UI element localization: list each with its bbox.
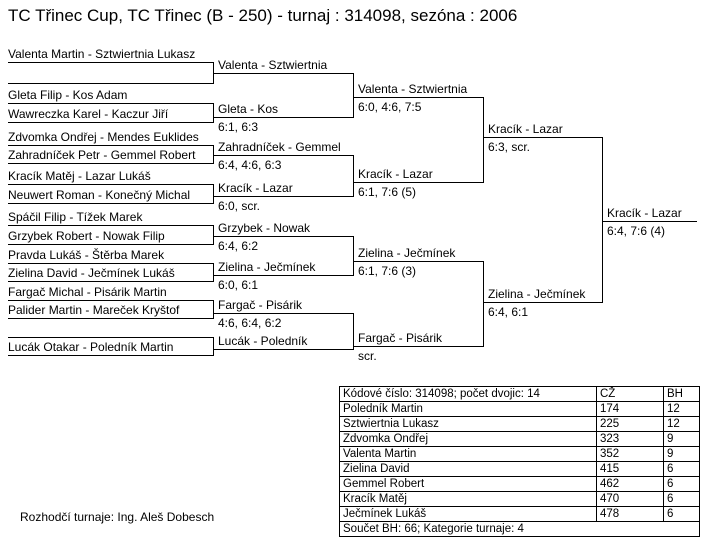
round1-team-label: Grzybek Robert - Nowak Filip bbox=[8, 229, 165, 243]
cz-points-cell: 415 bbox=[597, 462, 664, 477]
bracket-line bbox=[8, 163, 213, 164]
bracket-line bbox=[213, 236, 353, 237]
round1-team-label: Lucák Otakar - Poledník Martin bbox=[8, 340, 174, 354]
bracket-line bbox=[8, 83, 213, 84]
bracket-connector bbox=[213, 300, 214, 319]
player-name-cell: Ječmínek Lukáš bbox=[340, 507, 597, 522]
match-score: 4:6, 6:4, 6:2 bbox=[218, 316, 282, 330]
bracket-connector bbox=[353, 155, 354, 197]
bracket-connector bbox=[213, 184, 214, 204]
round2-team-label: Valenta - Sztwiertnia bbox=[218, 58, 328, 72]
referee-note: Rozhodčí turnaje: Ing. Aleš Dobesch bbox=[20, 510, 215, 524]
match-score: 6:0, scr. bbox=[218, 199, 261, 213]
bracket-line bbox=[8, 225, 213, 226]
cz-points-cell: 323 bbox=[597, 432, 664, 447]
bracket-connector bbox=[213, 263, 214, 282]
bracket-line bbox=[8, 355, 213, 356]
match-score: 6:0, 6:1 bbox=[218, 278, 259, 292]
match-score: 6:3, scr. bbox=[488, 140, 531, 154]
round3-team-label: Kracík - Lazar bbox=[358, 167, 433, 181]
round1-team-label: Palider Martin - Mareček Kryštof bbox=[8, 303, 180, 317]
table-row bbox=[340, 507, 700, 522]
bracket-line bbox=[353, 261, 483, 262]
bracket-connector bbox=[213, 103, 214, 123]
table-header-bh: BH bbox=[664, 387, 700, 402]
bracket-line bbox=[8, 244, 213, 245]
round1-team-label: Zielina David - Ječmínek Lukáš bbox=[8, 266, 175, 280]
round3-team-label: Valenta - Sztwiertnia bbox=[358, 82, 468, 96]
bracket-line bbox=[8, 263, 213, 264]
table-row bbox=[340, 432, 700, 447]
bracket-connector bbox=[483, 97, 484, 183]
champion-label: Kracík - Lazar bbox=[607, 206, 682, 220]
bh-points-cell: 6 bbox=[664, 477, 700, 492]
player-name-cell: Valenta Martin bbox=[340, 447, 597, 462]
bracket-line bbox=[353, 97, 483, 98]
round4-team-label: Kracík - Lazar bbox=[488, 122, 563, 136]
round1-team-label: Valenta Martin - Sztwiertnia Lukasz bbox=[8, 47, 196, 61]
round1-team-label: Neuwert Roman - Konečný Michal bbox=[8, 188, 191, 202]
bracket-line bbox=[8, 300, 213, 301]
table-row bbox=[340, 417, 700, 432]
match-score: 6:1, 6:3 bbox=[218, 120, 259, 134]
round1-team-label: Gleta Filip - Kos Adam bbox=[8, 88, 128, 102]
cz-points-cell: 462 bbox=[597, 477, 664, 492]
player-name-cell: Kracík Matěj bbox=[340, 492, 597, 507]
round2-team-label: Zahradníček - Gemmel bbox=[218, 140, 341, 154]
bracket-line bbox=[8, 318, 213, 319]
match-score: 6:4, 4:6, 6:3 bbox=[218, 158, 282, 172]
match-score: 6:0, 4:6, 7:5 bbox=[358, 100, 422, 114]
bracket-line bbox=[602, 221, 697, 222]
player-name-cell: Zdvomka Ondřej bbox=[340, 432, 597, 447]
table-row bbox=[340, 402, 700, 417]
match-score: 6:1, 7:6 (5) bbox=[358, 185, 417, 199]
bracket-line bbox=[483, 302, 602, 303]
round2-team-label: Kracík - Lazar bbox=[218, 181, 293, 195]
player-name-cell: Zielina David bbox=[340, 462, 597, 477]
table-header-info: Kódové číslo: 314098; počet dvojic: 14 bbox=[340, 387, 597, 402]
bracket-line bbox=[213, 155, 353, 156]
table-row bbox=[340, 492, 700, 507]
bracket-line bbox=[213, 275, 353, 276]
round1-team-label: Kracík Matěj - Lazar Lukáš bbox=[8, 169, 151, 183]
round1-team-label: Wawreczka Karel - Kaczur Jiří bbox=[8, 107, 169, 121]
round3-team-label: Zielina - Ječmínek bbox=[358, 246, 456, 260]
table-row bbox=[340, 477, 700, 492]
bracket-line bbox=[8, 337, 213, 338]
bracket-line bbox=[8, 145, 213, 146]
bracket-line bbox=[8, 203, 213, 204]
tournament-title: TC Třinec Cup, TC Třinec (B - 250) - turnaj : 314098, sezóna : 2006 bbox=[8, 6, 518, 25]
bracket-connector bbox=[213, 225, 214, 245]
player-name-cell: Poledník Martin bbox=[340, 402, 597, 417]
bracket-line bbox=[353, 182, 483, 183]
bracket-line bbox=[8, 103, 213, 104]
bh-points-cell: 12 bbox=[664, 402, 700, 417]
round2-team-label: Gleta - Kos bbox=[218, 102, 279, 116]
bracket-line bbox=[213, 73, 353, 74]
bracket-line bbox=[213, 349, 353, 350]
bracket-line bbox=[8, 184, 213, 185]
bracket-line bbox=[8, 62, 213, 63]
match-score: scr. bbox=[358, 349, 377, 363]
bracket-line bbox=[213, 117, 353, 118]
bh-points-cell: 9 bbox=[664, 432, 700, 447]
bracket-connector bbox=[353, 236, 354, 276]
bh-points-cell: 9 bbox=[664, 447, 700, 462]
bracket-line bbox=[483, 137, 602, 138]
cz-points-cell: 470 bbox=[597, 492, 664, 507]
ranking-table bbox=[339, 386, 700, 537]
bh-points-cell: 6 bbox=[664, 462, 700, 477]
player-name-cell: Gemmel Robert bbox=[340, 477, 597, 492]
bracket-connector bbox=[353, 313, 354, 350]
round1-team-label: Zdvomka Ondřej - Mendes Euklides bbox=[8, 130, 199, 144]
bracket-line bbox=[8, 122, 213, 123]
match-score: 6:1, 7:6 (3) bbox=[358, 264, 417, 278]
round2-team-label: Fargač - Pisárik bbox=[218, 298, 303, 312]
round2-team-label: Lucák - Poledník bbox=[218, 334, 308, 348]
bracket-line bbox=[8, 281, 213, 282]
bracket-line bbox=[213, 196, 353, 197]
cz-points-cell: 225 bbox=[597, 417, 664, 432]
bracket-line bbox=[353, 346, 483, 347]
cz-points-cell: 352 bbox=[597, 447, 664, 462]
bh-points-cell: 12 bbox=[664, 417, 700, 432]
match-score: 6:4, 6:1 bbox=[488, 305, 529, 319]
bracket-connector bbox=[353, 73, 354, 118]
round1-team-label: Pravda Lukáš - Štěrba Marek bbox=[8, 248, 165, 262]
round1-team-label: Fargač Michal - Pisárik Martin bbox=[8, 285, 167, 299]
bh-points-cell: 6 bbox=[664, 492, 700, 507]
round3-team-label: Fargač - Pisárik bbox=[358, 331, 443, 345]
cz-points-cell: 478 bbox=[597, 507, 664, 522]
table-row bbox=[340, 462, 700, 477]
bracket-connector bbox=[483, 261, 484, 347]
cz-points-cell: 174 bbox=[597, 402, 664, 417]
bracket-line bbox=[213, 313, 353, 314]
bh-points-cell: 6 bbox=[664, 507, 700, 522]
round1-team-label: Zahradníček Petr - Gemmel Robert bbox=[8, 148, 196, 162]
bracket-connector bbox=[213, 337, 214, 356]
round2-team-label: Grzybek - Nowak bbox=[218, 221, 311, 235]
round4-team-label: Zielina - Ječmínek bbox=[488, 287, 586, 301]
table-header-cz: CŽ bbox=[597, 387, 664, 402]
round1-team-label: Spáčil Filip - Tížek Marek bbox=[8, 210, 143, 224]
match-score: 6:4, 6:2 bbox=[218, 239, 259, 253]
player-name-cell: Sztwiertnia Lukasz bbox=[340, 417, 597, 432]
bracket-connector bbox=[602, 137, 603, 303]
table-footer: Součet BH: 66; Kategorie turnaje: 4 bbox=[340, 522, 700, 537]
table-row bbox=[340, 447, 700, 462]
match-score: 6:4, 7:6 (4) bbox=[607, 224, 666, 238]
round2-team-label: Zielina - Ječmínek bbox=[218, 260, 316, 274]
